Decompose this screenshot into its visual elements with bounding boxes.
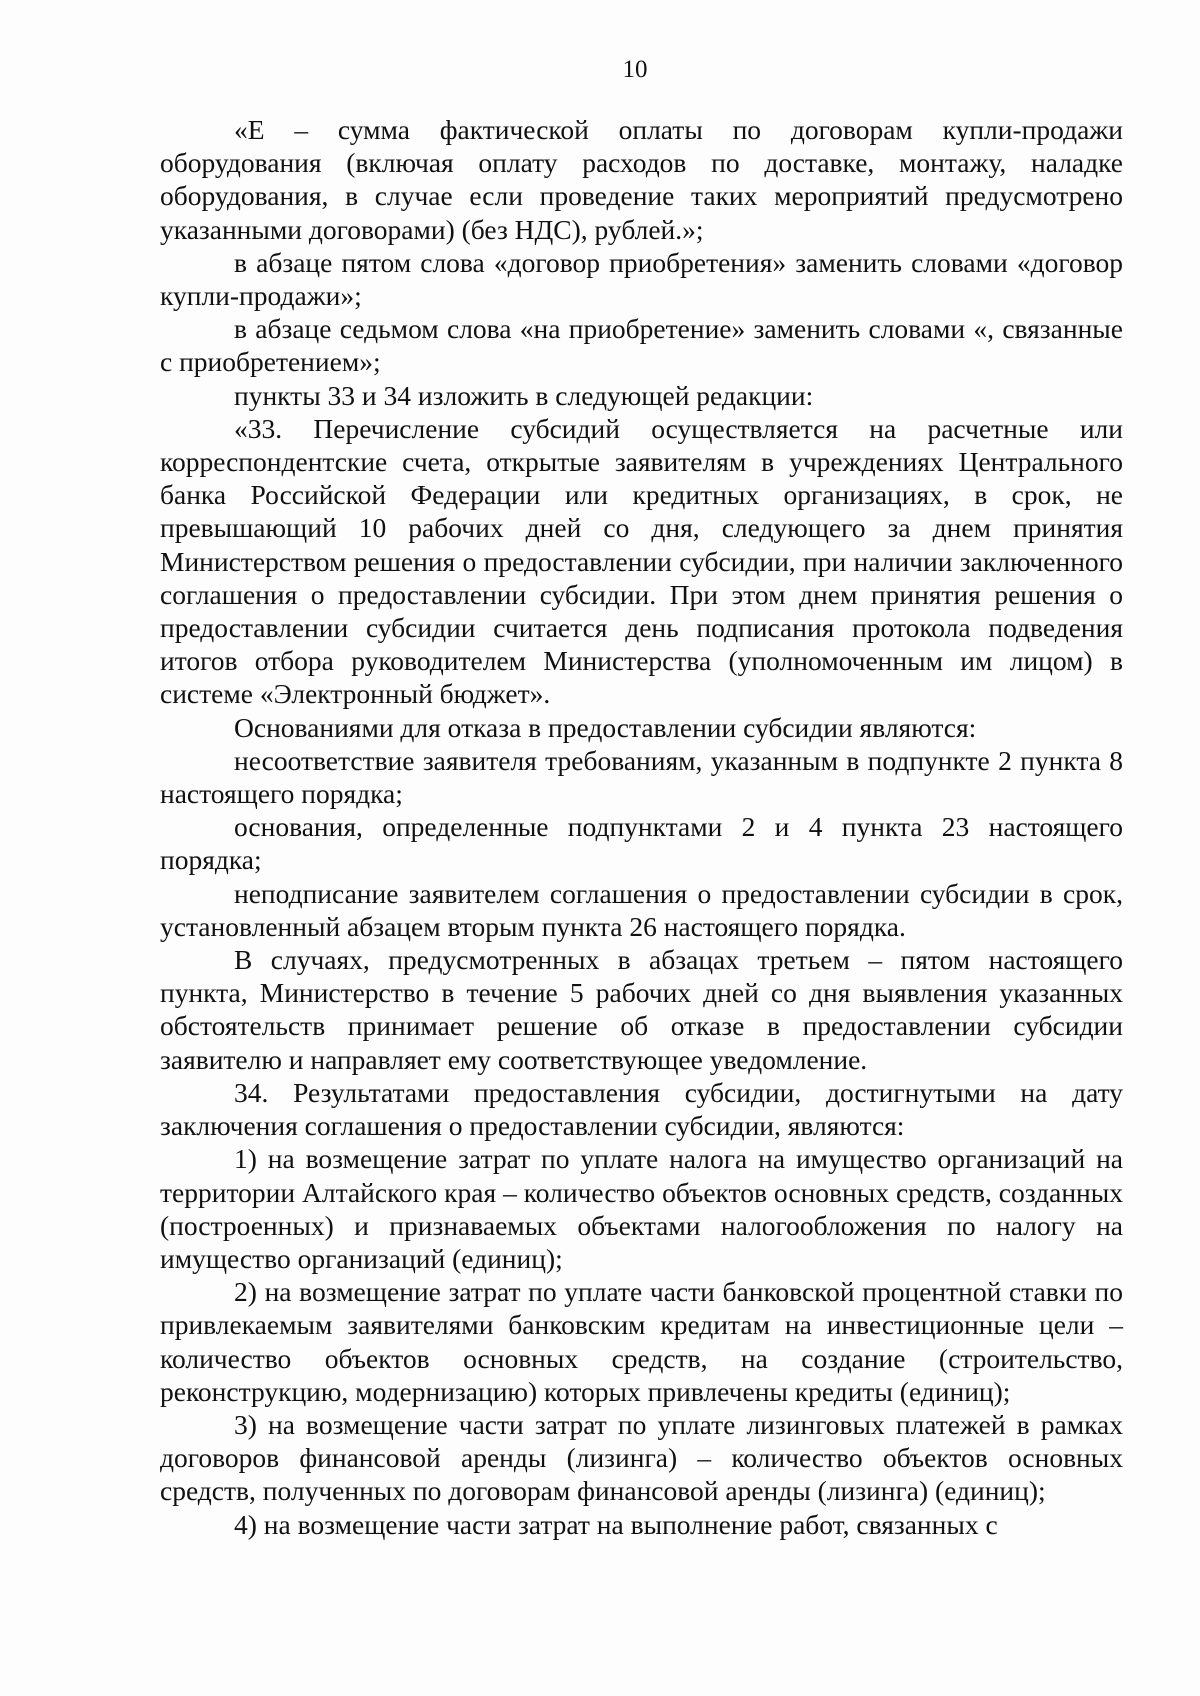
paragraph-point-34: 34. Результатами предоставления субсидии, достигнутыми на дату заключения соглашения о предоставлении субсидии, являются:: [160, 1076, 1123, 1142]
paragraph-amendment-fifth: в абзаце пятом слова «договор приобретения» заменить словами «договор купли-продажи»;: [160, 246, 1123, 312]
paragraph-refusal-grounds: Основаниями для отказа в предоставлении субсидии являются:: [234, 711, 977, 743]
paragraph-points-intro: пункты 33 и 34 изложить в следующей редакции:: [234, 379, 814, 411]
page-number: 10: [622, 56, 648, 83]
paragraph-result-1: 1) на возмещение затрат по уплате налога на имущество организаций на территории Алтайского края – количество объектов основных средств, созданных (построенных) и признаваемых объектами налогообложения по налогу на имущество организаций (единиц);: [160, 1143, 1123, 1274]
paragraph-point-33: «33. Перечисление субсидий осуществляется на расчетные или корреспондентские счета, открытые заявителям в учреждениях Центрального банка Российской Федерации или кредитных организациях, в срок, не превышающий 10 рабочих дней со дня, следующего за днем принятия Министерством решения о предоставлении субсидии, при наличии заключенного соглашения о предоставлении субсидии. При этом днем принятия решения о предоставлении субсидии считается день подписания протокола подведения итогов отбора руководителем Министерства (уполномоченным им лицом) в системе «Электронный бюджет».: [160, 412, 1123, 710]
paragraph-result-3: 3) на возмещение части затрат по уплате лизинговых платежей в рамках договоров финансовой аренды (лизинга) – количество объектов основных средств, полученных по договорам финансовой аренды (лизинга) (единиц);: [160, 1408, 1123, 1507]
paragraph-e-definition: «E – сумма фактической оплаты по договорам купли-продажи оборудования (включая оплату расходов по доставке, монтажу, наладке оборудования, в случае если проведение таких мероприятий предусмотрено указанными договорами) (без НДС), рублей.»;: [160, 114, 1123, 245]
paragraph-result-4: 4) на возмещение части затрат на выполнение работ, связанных с: [234, 1508, 998, 1540]
paragraph-ground-2: основания, определенные подпунктами 2 и 4 пункта 23 настоящего порядка;: [160, 811, 1123, 876]
paragraph-ground-3: неподписание заявителем соглашения о предоставлении субсидии в срок, установленный абзацем вторым пункта 26 настоящего порядка.: [160, 877, 1123, 942]
document-body: [160, 113, 1123, 1541]
paragraph-ground-1: несоответствие заявителя требованиям, указанным в подпункте 2 пункта 8 настоящего порядка;: [160, 744, 1123, 810]
paragraph-refusal-procedure: В случаях, предусмотренных в абзацах третьем – пятом настоящего пункта, Министерство в течение 5 рабочих дней со дня выявления указанных обстоятельств принимает решение об отказе в предоставлении субсидии заявителю и направляет ему соответствующее уведомление.: [160, 944, 1123, 1075]
paragraph-amendment-seventh: в абзаце седьмом слова «на приобретение» заменить словами «, связанные с приобретением»;: [160, 313, 1123, 378]
paragraph-result-2: 2) на возмещение затрат по уплате части банковской процентной ставки по привлекаемым заявителями банковским кредитам на инвестиционные цели – количество объектов основных средств, на создание (строительство, реконструкцию, модернизацию) которых привлечены кредиты (единиц);: [160, 1276, 1123, 1407]
